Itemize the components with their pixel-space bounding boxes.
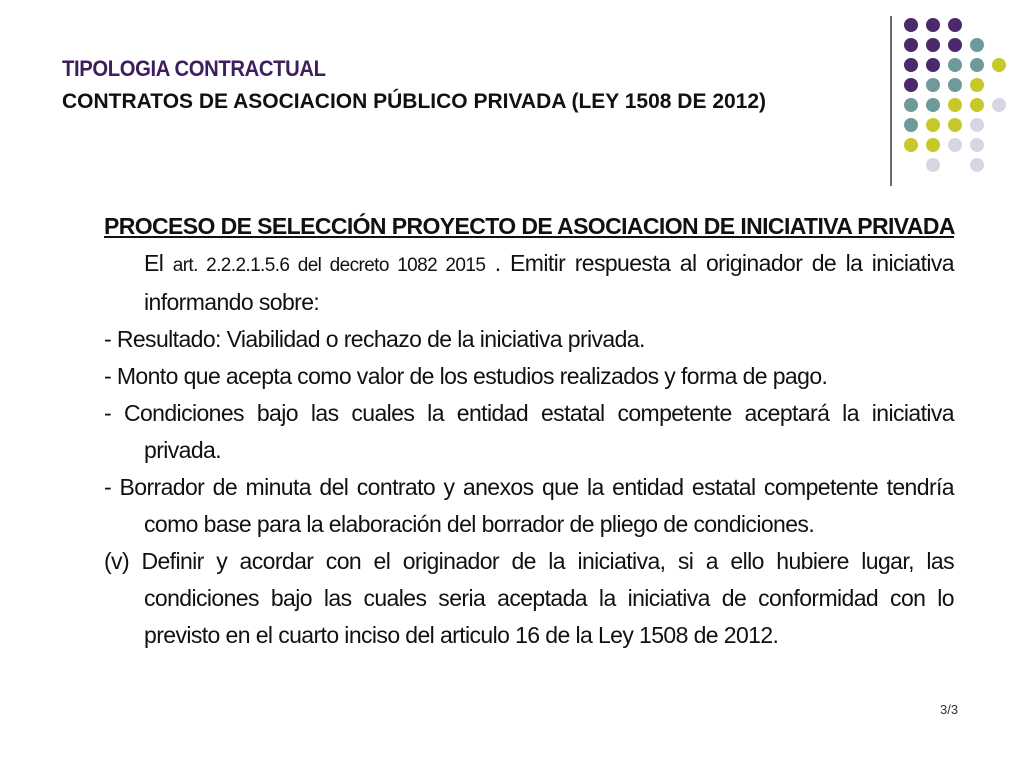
dot (948, 98, 962, 112)
dot (926, 138, 940, 152)
dot (948, 58, 962, 72)
dot (948, 18, 962, 32)
page-number: 3/3 (940, 702, 959, 717)
dot (970, 138, 984, 152)
dot (904, 98, 918, 112)
dot (926, 118, 940, 132)
dot (970, 98, 984, 112)
slide-header (62, 56, 862, 118)
dot (904, 78, 918, 92)
dot (992, 58, 1006, 72)
dot (904, 38, 918, 52)
dot (904, 138, 918, 152)
dot (926, 38, 940, 52)
dot (904, 118, 918, 132)
slide-title: CONTRATOS DE ASOCIACION PÚBLICO PRIVADA (LEY 1508 DE 2012) (62, 90, 767, 113)
list-item: (v) Definir y acordar con el originador de la iniciativa, si a ello hubiere lugar, las condiciones bajo las cuales seria aceptada la iniciativa de conformidad con lo previsto en el cuarto inciso del articulo 16 de la Ley 1508 de 2012. (104, 548, 954, 648)
list-item: - Condiciones bajo las cuales la entidad estatal competente aceptará la iniciativa privada. (104, 400, 954, 463)
dot (926, 158, 940, 172)
dot (948, 118, 962, 132)
divider-line (890, 16, 892, 186)
dot (926, 18, 940, 32)
decorative-dot-grid (904, 18, 1004, 168)
dot (992, 98, 1006, 112)
dot (926, 58, 940, 72)
dot (926, 78, 940, 92)
dot (970, 58, 984, 72)
dot (970, 118, 984, 132)
lead-paragraph (104, 208, 954, 321)
dot (970, 158, 984, 172)
dot (948, 38, 962, 52)
list-item: - Resultado: Viabilidad o rechazo de la iniciativa privada. (104, 326, 645, 352)
dot (926, 98, 940, 112)
dot (970, 38, 984, 52)
dot (904, 18, 918, 32)
dot (948, 138, 962, 152)
slide-kicker: TIPOLOGIA CONTRACTUAL (62, 56, 326, 81)
dot (948, 78, 962, 92)
lead-text-2: . Emitir respuesta al originador de la iniciativa informando sobre: (144, 250, 954, 315)
list-item: - Borrador de minuta del contrato y anexos que la entidad estatal competente tendría como base para la elaboración del borrador de pliego de condiciones. (104, 474, 954, 537)
lead-reference: art. 2.2.2.1.5.6 del decreto 1082 2015 (172, 255, 486, 276)
list-item: - Monto que acepta como valor de los estudios realizados y forma de pago. (104, 363, 828, 389)
lead-heading: PROCESO DE SELECCIÓN PROYECTO DE ASOCIACION DE INICIATIVA PRIVADA (104, 213, 955, 239)
dot (970, 78, 984, 92)
dot (904, 58, 918, 72)
lead-text-1: El (144, 250, 173, 276)
slide-body (104, 208, 954, 654)
